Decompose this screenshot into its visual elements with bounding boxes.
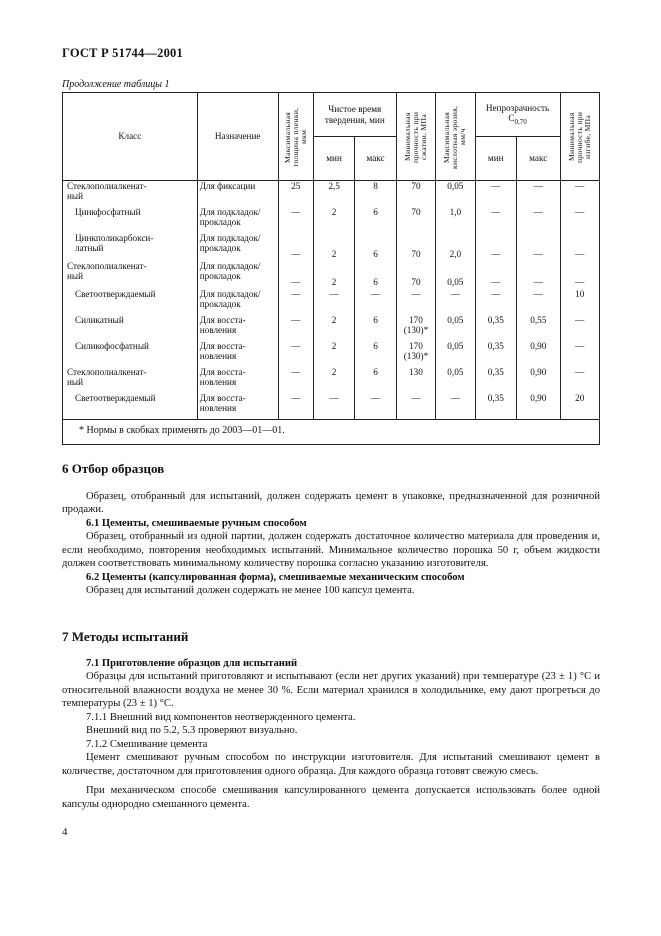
cell-setting-min: 2 (313, 315, 354, 341)
cell-erosion: 0,05 (436, 341, 475, 367)
cell-compressive: 170 (130)* (396, 341, 435, 367)
header-class: Класс (63, 93, 198, 181)
cell-setting-max: 8 (355, 181, 396, 208)
cell-erosion: 0,05 (436, 261, 475, 289)
cell-flexural: — (560, 261, 599, 289)
table-row (63, 315, 600, 341)
cell-opacity-min: — (475, 261, 516, 289)
cell-compressive: 130 (396, 367, 435, 393)
cell-class: Стеклополиалкенат- ный (63, 181, 198, 208)
section-6-title: 6 Отбор образцов (62, 461, 165, 476)
section-7-1-2-text: Цемент смешивают ручным способом по инструкции изготовителя. Для испытаний смешивают цемент в количестве, достаточном для приготовления одного образца. Для каждого образца готовят свежую смесь. (62, 752, 600, 777)
cell-setting-min: — (313, 289, 354, 315)
document-header: ГОСТ Р 51744—2001 (62, 46, 183, 60)
header-setting-max: макс (355, 137, 396, 181)
cell-setting-max: 6 (355, 315, 396, 341)
cell-purpose: Для подкладок/ прокладок (197, 233, 278, 261)
cell-thickness: — (278, 315, 313, 341)
cell-erosion: 2,0 (436, 233, 475, 261)
cell-setting-min: 2,5 (313, 181, 354, 208)
cell-purpose: Для подкладок/ прокладок (197, 207, 278, 233)
cell-thickness: — (278, 207, 313, 233)
section-7-1-title: 7.1 Приготовление образцов для испытаний (86, 657, 298, 669)
cell-setting-min: 2 (313, 367, 354, 393)
header-opacity: Непрозрачность $С_{0,70}$ (475, 93, 560, 137)
cell-class: Стеклополиалкенат- ный (63, 367, 198, 393)
cell-opacity-min: 0,35 (475, 393, 516, 420)
cell-thickness: — (278, 233, 313, 261)
cell-class: Светоотверждаемый (63, 393, 198, 420)
cell-compressive: 70 (396, 207, 435, 233)
cell-setting-max: 6 (355, 341, 396, 367)
cell-compressive: 70 (396, 181, 435, 208)
table-row (63, 367, 600, 393)
table-row (63, 181, 600, 208)
cell-opacity-min: — (475, 233, 516, 261)
cell-purpose: Для подкладок/ прокладок (197, 289, 278, 315)
cell-thickness: — (278, 367, 313, 393)
section-7 (62, 630, 600, 811)
cell-erosion: 1,0 (436, 207, 475, 233)
cell-erosion: 0,05 (436, 181, 475, 208)
cell-opacity-max: — (516, 233, 560, 261)
cell-purpose: Для подкладок/ прокладок (197, 261, 278, 289)
cell-thickness: — (278, 289, 313, 315)
cell-flexural: — (560, 181, 599, 208)
cell-opacity-max: — (516, 207, 560, 233)
cell-setting-max: 6 (355, 233, 396, 261)
cell-class: Цинкфосфатный (63, 207, 198, 233)
section-6 (62, 462, 600, 598)
cell-opacity-max: — (516, 289, 560, 315)
section-7-title: 7 Методы испытаний (62, 629, 189, 644)
section-7-1-2-title: 7.1.2 Смешивание цемента (86, 738, 208, 750)
cell-compressive: 70 (396, 233, 435, 261)
header-max-thickness: Максимальная толщина пленки, мкм (278, 93, 313, 181)
section-6-1-title: 6.1 Цементы, смешиваемые ручным способом (86, 517, 307, 529)
table-row (63, 207, 600, 233)
section-6-2-text: Образец для испытаний должен содержать не менее 100 капсул цемента. (86, 585, 415, 596)
cell-compressive: — (396, 393, 435, 420)
cell-class: Цинкполикарбокси- латный (63, 233, 198, 261)
cell-flexural: — (560, 233, 599, 261)
table-row (63, 341, 600, 367)
table-caption: Продолжение таблицы 1 (62, 79, 170, 90)
cell-compressive: 70 (396, 261, 435, 289)
cell-opacity-max: 0,90 (516, 393, 560, 420)
header-setting-time: Чистое время твердения, мин (313, 93, 396, 137)
cell-flexural: — (560, 315, 599, 341)
cell-thickness: 25 (278, 181, 313, 208)
cell-opacity-min: — (475, 289, 516, 315)
cell-thickness: — (278, 393, 313, 420)
cell-opacity-max: 0,90 (516, 341, 560, 367)
cell-setting-max: 6 (355, 207, 396, 233)
page-number: 4 (62, 826, 68, 838)
cell-setting-max: 6 (355, 367, 396, 393)
cell-setting-min: — (313, 393, 354, 420)
header-opacity-max: макс (516, 137, 560, 181)
section-6-2-title: 6.2 Цементы (капсулированная форма), смешиваемые механическим способом (86, 571, 465, 583)
table-body (63, 181, 600, 420)
cell-compressive: — (396, 289, 435, 315)
cell-class: Силикофосфатный (63, 341, 198, 367)
table-row (63, 289, 600, 315)
section-6-paragraph: Образец, отобранный для испытаний, должен содержать цемент в упаковке, предназначенной для розничной продажи. (62, 490, 600, 515)
cell-erosion: — (436, 289, 475, 315)
cell-setting-max: — (355, 289, 396, 315)
properties-table (62, 92, 600, 445)
cell-class: Стеклополиалкенат- ный (63, 261, 198, 289)
table-row (63, 393, 600, 420)
cell-flexural: — (560, 341, 599, 367)
section-7-1-1-title: 7.1.1 Внешний вид компонентов неотвержденного цемента. (86, 711, 356, 723)
cell-compressive: 170 (130)* (396, 315, 435, 341)
cell-setting-min: 2 (313, 261, 354, 289)
cell-erosion: — (436, 393, 475, 420)
table-row (63, 233, 600, 261)
cell-opacity-max: — (516, 261, 560, 289)
cell-setting-min: 2 (313, 233, 354, 261)
cell-setting-min: 2 (313, 341, 354, 367)
cell-opacity-min: — (475, 207, 516, 233)
cell-purpose: Для фиксации (197, 181, 278, 208)
header-setting-min: мин (313, 137, 354, 181)
cell-opacity-min: 0,35 (475, 315, 516, 341)
cell-purpose: Для восста- новления (197, 393, 278, 420)
cell-flexural: — (560, 367, 599, 393)
cell-opacity-max: — (516, 181, 560, 208)
cell-class: Светоотверждаемый (63, 289, 198, 315)
header-max-acid-erosion: Максимальная кислотная эрозия, мм/ч (436, 93, 475, 181)
cell-setting-min: 2 (313, 207, 354, 233)
cell-flexural: — (560, 207, 599, 233)
header-min-compressive: Минимальная прочность при сжатии, МПа (396, 93, 435, 181)
section-7-1-2-text-2: При механическом способе смешивания капсулированного цемента допускается использовать более одной капсулы однородно смешанного цемента. (62, 785, 600, 810)
cell-purpose: Для восста- новления (197, 367, 278, 393)
section-6-1-text: Образец, отобранный из одной партии, должен содержать достаточное количество материала для проведения и, если необходимо, повторения необходимых испытаний. Минимальное количество порошка 50 г, объем жидкости должен соответствовать минимальному количеству порошка согласно указанию изготовителя. (62, 531, 600, 569)
cell-erosion: 0,05 (436, 315, 475, 341)
header-opacity-min: мин (475, 137, 516, 181)
cell-purpose: Для восста- новления (197, 341, 278, 367)
cell-purpose: Для восста- новления (197, 315, 278, 341)
cell-opacity-max: 0,55 (516, 315, 560, 341)
table-row (63, 261, 600, 289)
section-7-1-text: Образцы для испытаний приготовляют и испытывают (если нет других указаний) при температуре (23 ± 1) °С и относительной влажности воздуха не менее 30 %. Если материал хранился в холодильнике, ему дают прогреться до температуры (23 ± 1) °С. (62, 671, 600, 709)
cell-flexural: 10 (560, 289, 599, 315)
header-purpose: Назначение (197, 93, 278, 181)
section-7-1-1-text: Внешний вид по 5.2, 5.3 проверяют визуально. (86, 725, 298, 736)
header-min-flexural: Минимальная прочность при изгибе, МПа (560, 93, 599, 181)
cell-opacity-max: 0,90 (516, 367, 560, 393)
cell-opacity-min: 0,35 (475, 367, 516, 393)
cell-opacity-min: 0,35 (475, 341, 516, 367)
cell-class: Силикатный (63, 315, 198, 341)
cell-setting-max: 6 (355, 261, 396, 289)
table-footnote: * Нормы в скобках применять до 2003—01—01. (63, 420, 600, 445)
cell-setting-max: — (355, 393, 396, 420)
cell-thickness: — (278, 261, 313, 289)
cell-flexural: 20 (560, 393, 599, 420)
cell-thickness: — (278, 341, 313, 367)
cell-opacity-min: — (475, 181, 516, 208)
cell-erosion: 0,05 (436, 367, 475, 393)
